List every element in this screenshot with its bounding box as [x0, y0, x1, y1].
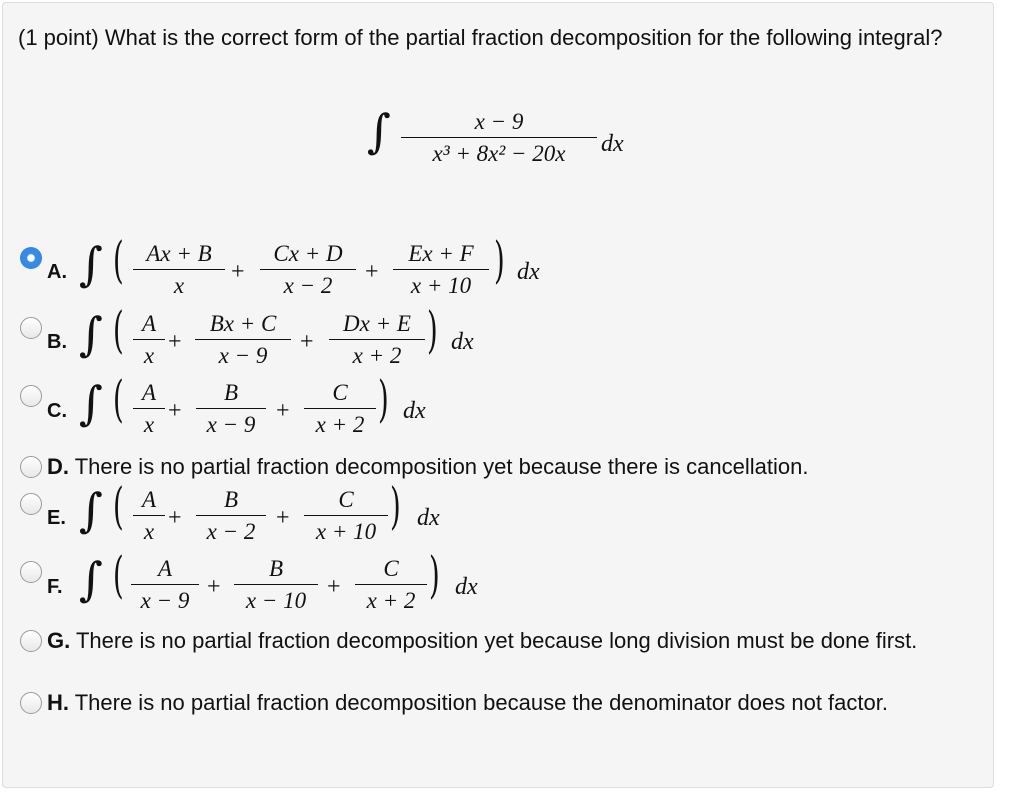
denominator: x + 2 — [366, 588, 416, 613]
option-body: There is no partial fraction decomposition yet because there is cancellation. — [74, 454, 809, 479]
plus-sign: + — [168, 329, 182, 355]
plus-sign: + — [276, 505, 290, 531]
option-letter: H. — [47, 690, 69, 715]
denominator: x − 9 — [218, 343, 268, 368]
fraction — [260, 241, 356, 299]
option-letter: F. — [47, 576, 63, 598]
left-paren: ( — [113, 231, 124, 289]
fraction — [133, 241, 225, 299]
numerator: B — [223, 380, 239, 405]
differential: dx — [451, 329, 474, 355]
radio-option-e[interactable] — [20, 493, 42, 515]
option-letter: E. — [47, 507, 66, 529]
denominator: x — [143, 343, 155, 368]
integral-sign: ∫ — [79, 237, 103, 291]
option-body: There is no partial fraction decomposition because the denominator does not factor. — [74, 690, 888, 715]
option-letter: A. — [47, 261, 67, 283]
plus-sign: + — [327, 574, 341, 600]
numerator: C — [338, 487, 354, 512]
fraction — [131, 556, 199, 614]
plus-sign: + — [207, 574, 221, 600]
right-paren: ) — [494, 231, 505, 289]
option-letter: D. — [47, 454, 69, 479]
fraction — [304, 380, 376, 438]
option-letter: B. — [47, 331, 67, 353]
question-panel — [2, 2, 994, 788]
integral-denominator: x³ + 8x² − 20x — [432, 141, 566, 166]
integral-sign: ∫ — [79, 483, 103, 537]
plus-sign: + — [231, 259, 245, 285]
denominator: x − 9 — [206, 412, 256, 437]
question-text: (1 point) What is the correct form of the partial fraction decomposition for the following integral? — [18, 25, 943, 50]
left-paren: ( — [113, 370, 124, 428]
integral-sign: ∫ — [79, 307, 103, 361]
radio-option-c[interactable] — [20, 385, 42, 407]
integral-sign: ∫ — [79, 376, 103, 430]
option-body: There is no partial fraction decomposition yet because long division must be done first. — [75, 628, 918, 653]
numerator: A — [141, 487, 157, 512]
numerator: B — [223, 487, 239, 512]
plus-sign: + — [300, 329, 314, 355]
option-text — [18, 687, 948, 718]
integral-differential: dx — [601, 131, 624, 157]
differential: dx — [417, 505, 440, 531]
numerator: C — [383, 556, 399, 581]
fraction — [133, 380, 165, 438]
denominator: x − 9 — [140, 588, 190, 613]
numerator: A — [157, 556, 173, 581]
option-letter: G. — [47, 628, 71, 653]
numerator: B — [268, 556, 284, 581]
integral-fraction — [401, 109, 597, 167]
denominator: x — [173, 273, 185, 298]
radio-option-b[interactable] — [20, 317, 42, 339]
integral-sign: ∫ — [79, 552, 103, 606]
differential: dx — [455, 574, 478, 600]
fraction — [195, 311, 291, 369]
numerator: Bx + C — [209, 311, 277, 336]
numerator: A — [141, 311, 157, 336]
denominator: x + 2 — [352, 343, 402, 368]
plus-sign: + — [276, 398, 290, 424]
left-paren: ( — [113, 301, 124, 359]
right-paren: ) — [390, 477, 401, 535]
numerator: A — [141, 380, 157, 405]
numerator: Ex + F — [408, 241, 474, 266]
radio-option-d[interactable] — [20, 456, 42, 478]
right-paren: ) — [427, 301, 438, 359]
fraction — [133, 311, 165, 369]
fraction — [234, 556, 318, 614]
integral-sign: ∫ — [367, 104, 391, 158]
radio-option-f[interactable] — [20, 561, 42, 583]
plus-sign: + — [168, 505, 182, 531]
plus-sign: + — [168, 398, 182, 424]
denominator: x − 2 — [206, 519, 256, 544]
fraction — [355, 556, 427, 614]
denominator: x + 2 — [315, 412, 365, 437]
numerator: C — [332, 380, 348, 405]
fraction — [329, 311, 425, 369]
numerator: Cx + D — [273, 241, 343, 266]
denominator: x + 10 — [410, 273, 472, 298]
fraction — [133, 487, 165, 545]
integral-numerator: x − 9 — [474, 109, 524, 134]
option-letter: C. — [47, 400, 67, 422]
radio-option-a[interactable] — [20, 247, 42, 269]
left-paren: ( — [113, 546, 124, 604]
plus-sign: + — [365, 259, 379, 285]
differential: dx — [403, 398, 426, 424]
denominator: x — [143, 412, 155, 437]
denominator: x — [143, 519, 155, 544]
denominator: x − 2 — [283, 273, 333, 298]
option-text — [47, 451, 977, 482]
right-paren: ) — [378, 370, 389, 428]
fraction — [196, 487, 266, 545]
fraction — [196, 380, 266, 438]
left-paren: ( — [113, 477, 124, 535]
fraction — [393, 241, 489, 299]
numerator: Ax + B — [146, 241, 212, 266]
option-text — [18, 625, 978, 656]
differential: dx — [517, 259, 540, 285]
right-paren: ) — [429, 546, 440, 604]
denominator: x + 10 — [315, 519, 377, 544]
numerator: Dx + E — [343, 311, 411, 336]
denominator: x − 10 — [245, 588, 307, 613]
fraction — [304, 487, 388, 545]
